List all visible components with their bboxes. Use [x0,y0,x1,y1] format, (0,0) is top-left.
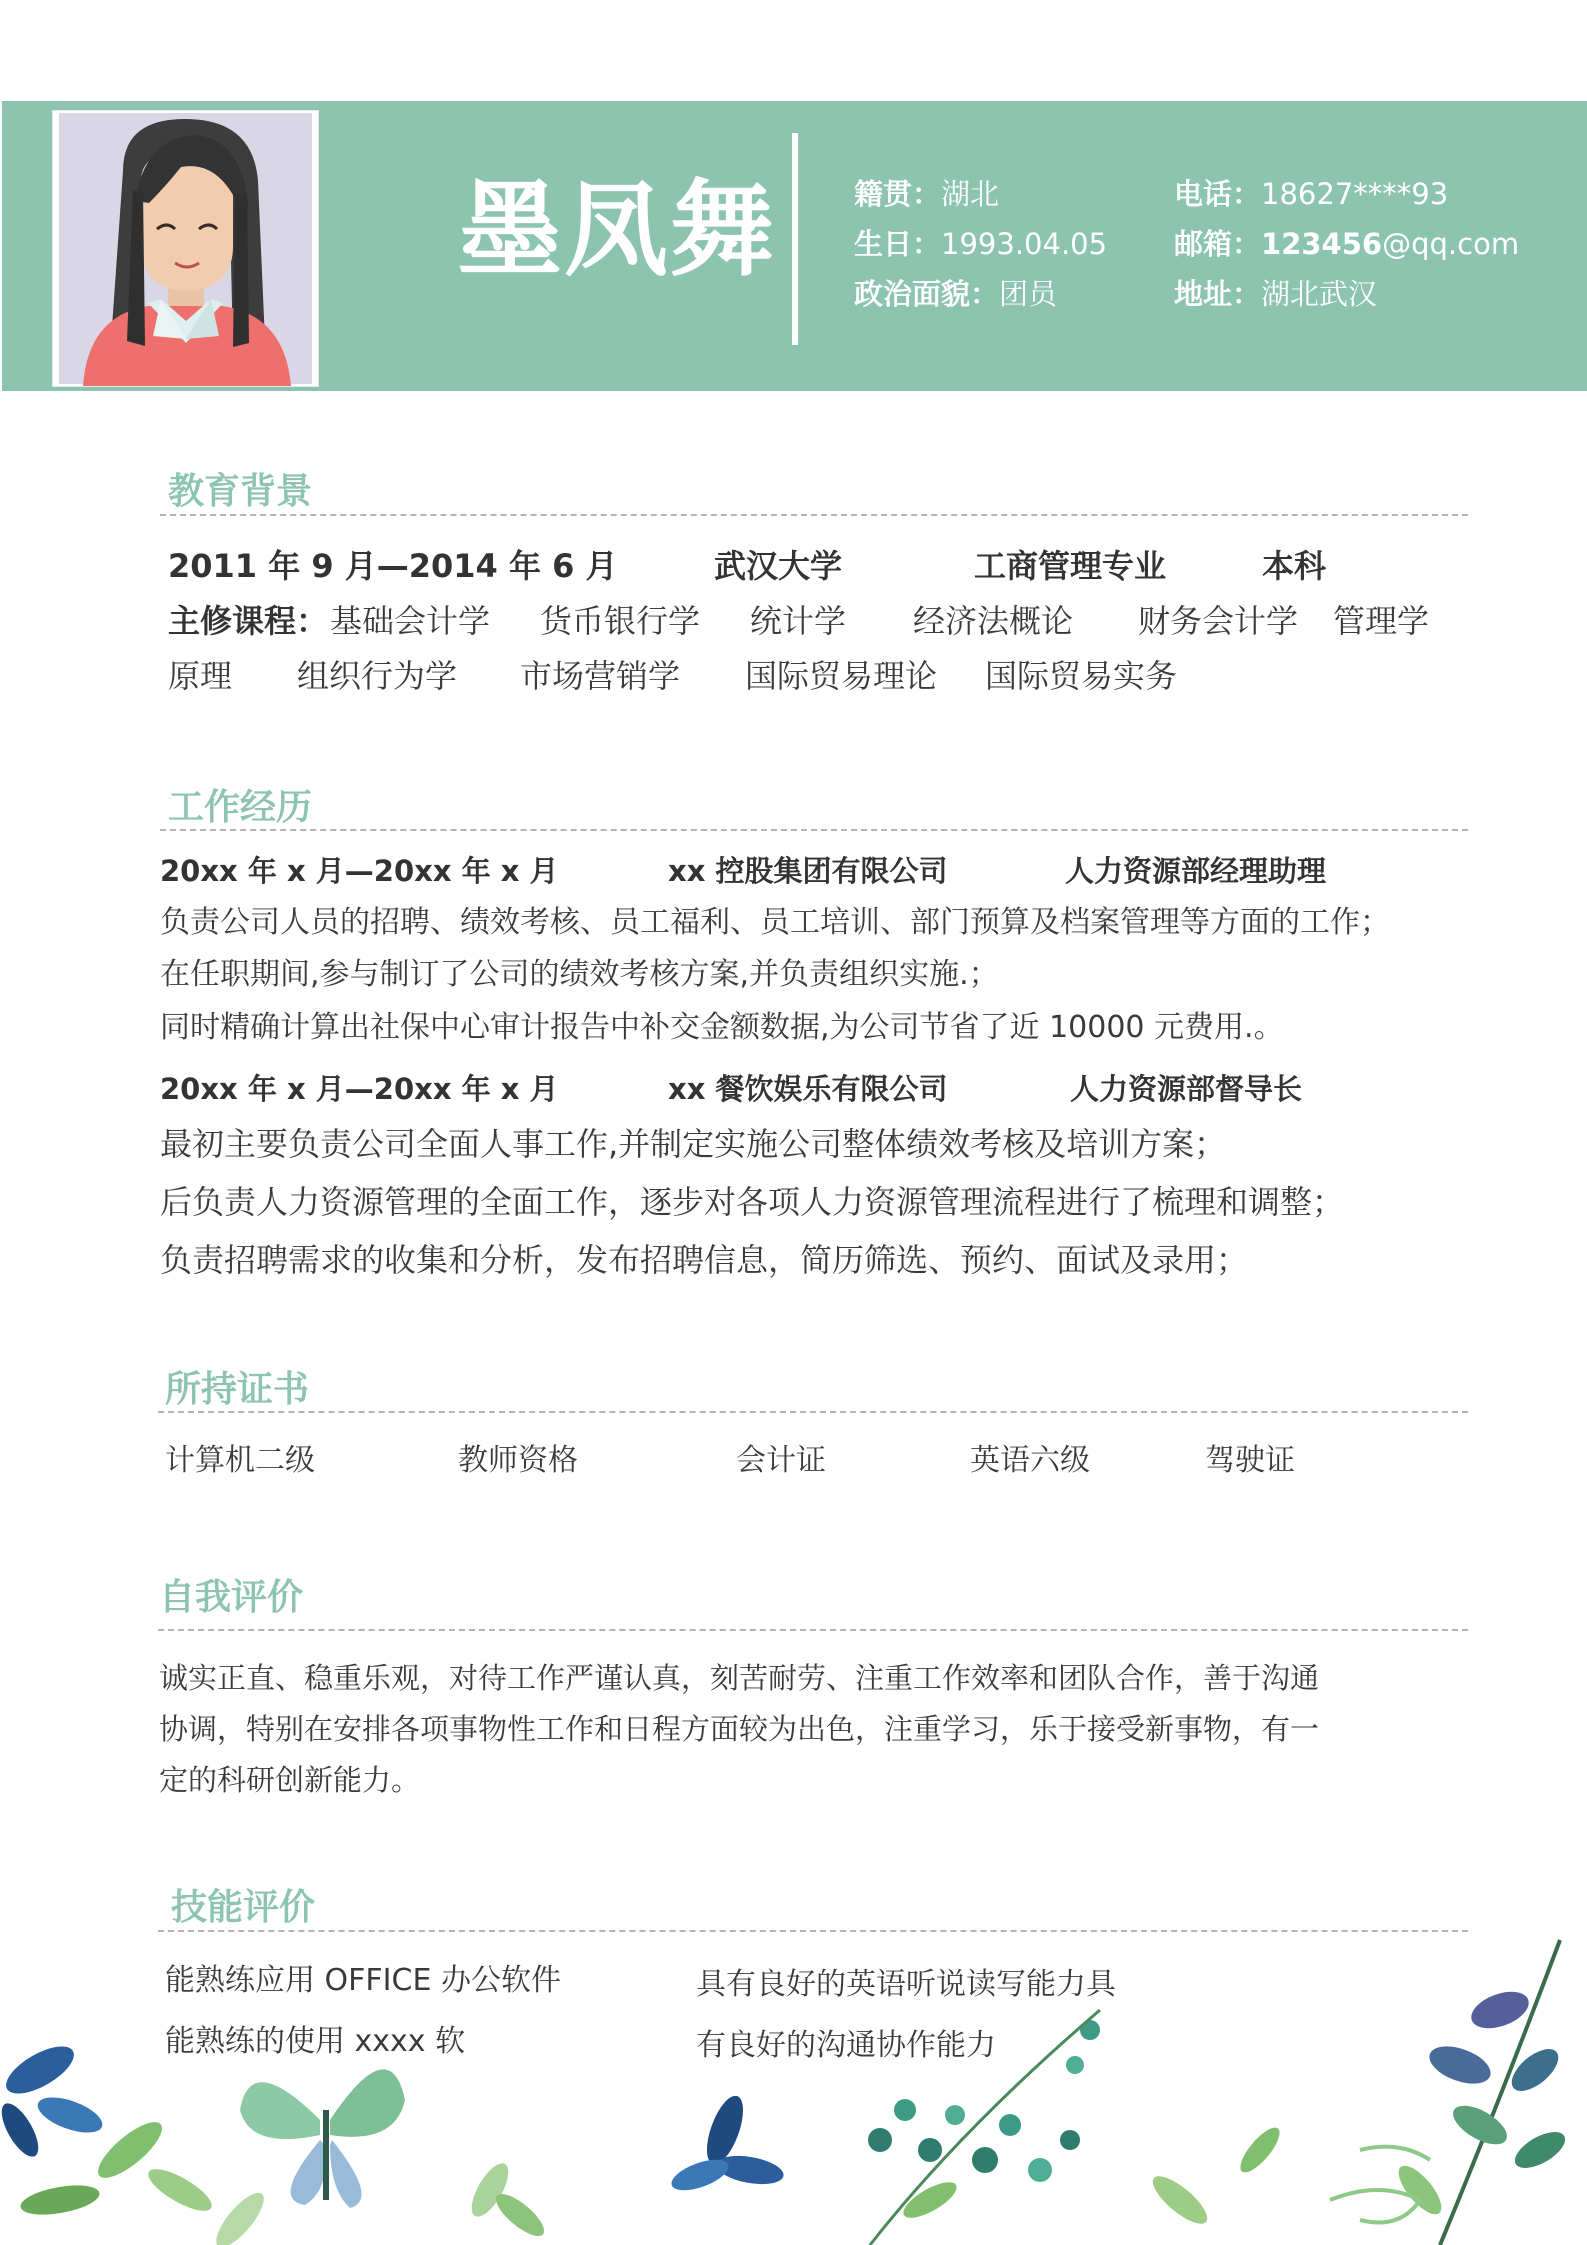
job-company: xx 餐饮娱乐有限公司 [668,1072,948,1106]
course-item: 国际贸易理论 [745,657,938,695]
info-value: 1993.04.05 [941,227,1108,261]
info-phone [1174,177,1449,211]
course-item: 统计学 [750,602,847,640]
course-item: 组织行为学 [297,657,458,695]
edu-period: 2011 年 9 月—2014 年 6 月 [168,547,618,585]
edu-degree: 本科 [1262,547,1327,585]
info-label: 生日： [854,227,942,261]
job-duty-line: 最初主要负责公司全面人事工作,并制定实施公司整体绩效考核及培训方案； [160,1125,1227,1163]
edu-school: 武汉大学 [714,547,843,585]
info-value-bold: 123456 [1261,227,1383,261]
self-eval-title: 自我评价 [159,1577,304,1618]
course-item: 经济法概论 [913,602,1074,640]
info-label: 地址： [1174,277,1262,311]
course-item: 财务会计学 [1138,602,1299,640]
work-title: 工作经历 [168,787,313,828]
info-birthday [854,227,1108,261]
course-item: 基础会计学 [330,602,491,640]
candidate-name: 墨凤舞 [458,169,777,291]
avatar-illustration-icon [53,111,318,386]
job-period: 20xx 年 x 月—20xx 年 x 月 [160,1072,559,1106]
info-hometown [854,177,1000,211]
certificates-divider [158,1411,1468,1413]
certificate-item: 驾驶证 [1205,1443,1295,1478]
job-duty-line: 在任职期间,参与制订了公司的绩效考核方案,并负责组织实施.； [160,957,999,992]
info-value: @qq.com [1382,227,1520,261]
info-label: 籍贯： [854,177,942,211]
skill-item: 有良好的沟通协作能力 [696,2028,996,2063]
job-position: 人力资源部督导长 [1070,1072,1303,1106]
course-item: 原理 [168,657,233,695]
job-position: 人力资源部经理助理 [1065,854,1327,888]
info-label: 政治面貌： [854,277,1000,311]
job-duty-line: 负责公司人员的招聘、绩效考核、员工福利、员工培训、部门预算及档案管理等方面的工作； [160,905,1390,940]
profile-photo [52,110,319,387]
info-address [1174,277,1378,311]
self-eval-text: 诚实正直、稳重乐观，对待工作严谨认真，刻苦耐劳、注重工作效率和团队合作，善于沟通协调，特别在安排各项事物性工作和日程方面较为出色，注重学习，乐于接受新事物，有一定的科研创新能力。 [159,1661,1320,1797]
skill-item: 具有良好的英语听说读写能力具 [696,1967,1116,2002]
info-value: 团员 [999,277,1058,311]
certificate-item: 教师资格 [458,1443,578,1478]
certificate-item: 英语六级 [970,1443,1090,1478]
course-item: 国际贸易实务 [985,657,1178,695]
info-value: 湖北武汉 [1261,277,1378,311]
floral-butterfly-decoration-icon [0,1900,1587,2245]
info-value: 18627****93 [1261,177,1449,211]
info-label: 邮箱： [1174,227,1262,261]
certificate-item: 计算机二级 [165,1443,315,1478]
education-title: 教育背景 [168,471,313,512]
edu-major: 工商管理专业 [974,547,1167,585]
info-label: 电话： [1174,177,1262,211]
job-company: xx 控股集团有限公司 [668,854,948,888]
skill-item: 能熟练的使用 xxxx 软 [165,2024,466,2059]
courses-label: 主修课程： [168,602,329,640]
work-divider [160,829,1468,831]
certificate-item: 会计证 [736,1443,826,1478]
info-political-status [854,277,1058,311]
job-duty-line: 同时精确计算出社保中心审计报告中补交金额数据,为公司节省了近 10000 元费用.。 [160,1010,1284,1045]
course-item: 管理学 [1333,602,1430,640]
info-value: 湖北 [941,177,1000,211]
certificates-title: 所持证书 [165,1369,310,1410]
education-divider [160,514,1468,516]
course-item: 市场营销学 [520,657,681,695]
course-item: 货币银行学 [540,602,701,640]
job-duty-line: 负责招聘需求的收集和分析，发布招聘信息，简历筛选、预约、面试及录用； [160,1241,1249,1279]
header-divider [792,133,798,345]
job-duty-line: 后负责人力资源管理的全面工作，逐步对各项人力资源管理流程进行了梳理和调整； [160,1183,1345,1221]
info-email [1174,227,1520,261]
job-period: 20xx 年 x 月—20xx 年 x 月 [160,854,559,888]
skill-item: 能熟练应用 OFFICE 办公软件 [165,1963,561,1998]
self-eval-divider [158,1629,1468,1631]
skills-title: 技能评价 [171,1887,316,1928]
